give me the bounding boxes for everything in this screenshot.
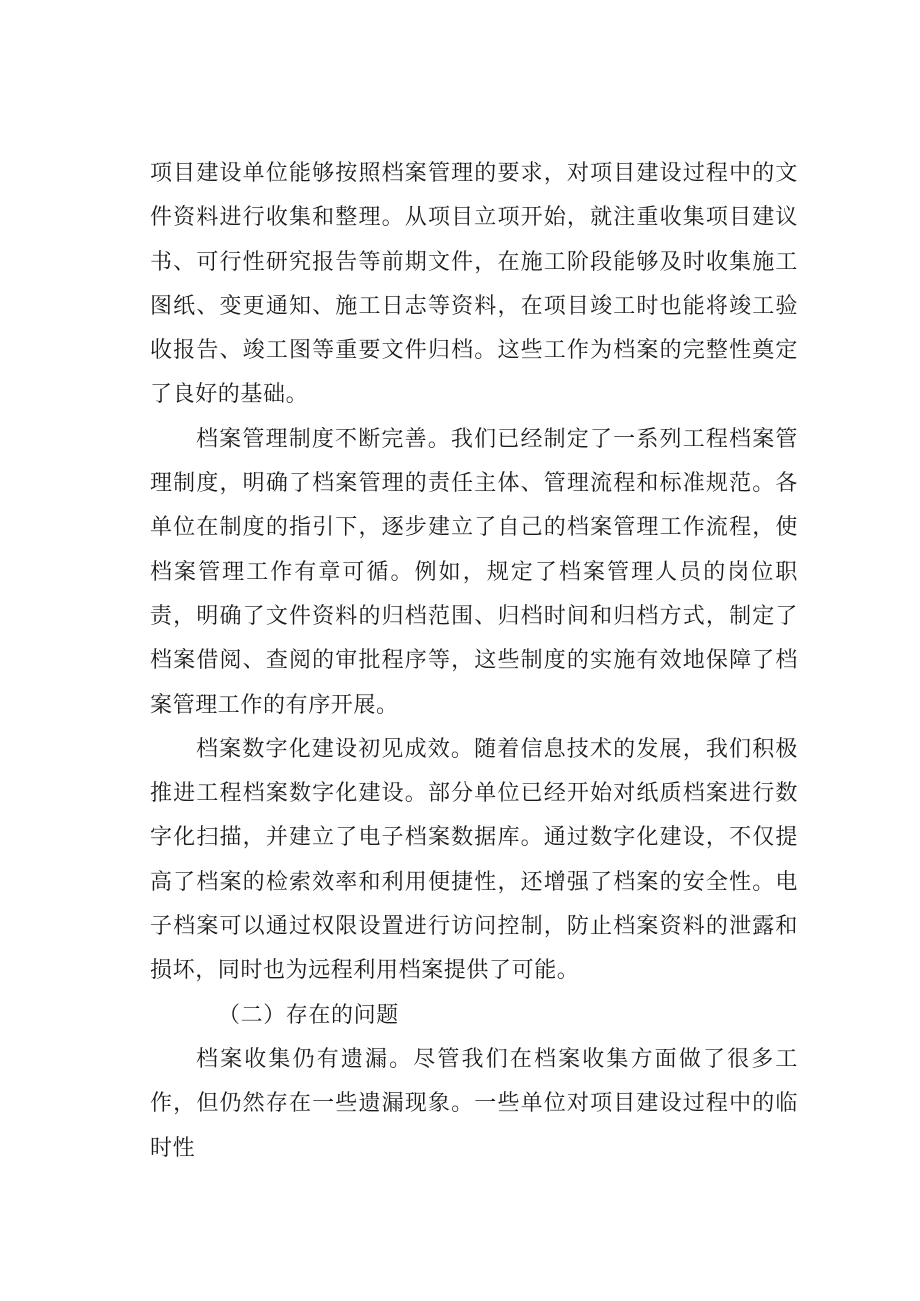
paragraph-management-system: 档案管理制度不断完善。我们已经制定了一系列工程档案管理制度，明确了档案管理的责任主体、管理流程和标准规范。各单位在制度的指引下，逐步建立了自己的档案管理工作流程，使档案管理工作有章可循。例如，规定了档案管理人员的岗位职责，明确了文件资料的归档范围、归档时间和归档方式，制定了档案借阅、查阅的审批程序等，这些制度的实施有效地保障了档案管理工作的有序开展。 [150,426,798,718]
document-body [150,152,798,1171]
section-heading-problems: （二）存在的问题 [218,1002,399,1028]
paragraph-collection-gaps: 档案收集仍有遗漏。尽管我们在档案收集方面做了很多工作，但仍然存在一些遗漏现象。一些单位对项目建设过程中的临时性 [150,1046,798,1161]
paragraph-archive-collection-progress: 项目建设单位能够按照档案管理的要求，对项目建设过程中的文件资料进行收集和整理。从项目立项开始，就注重收集项目建议书、可行性研究报告等前期文件，在施工阶段能够及时收集施工图纸、变更通知、施工日志等资料，在项目竣工时也能将竣工验收报告、竣工图等重要文件归档。这些工作为档案的完整性奠定了良好的基础。 [150,161,798,408]
paragraph-digitization: 档案数字化建设初见成效。随着信息技术的发展，我们积极推进工程档案数字化建设。部分单位已经开始对纸质档案进行数字化扫描，并建立了电子档案数据库。通过数字化建设，不仅提高了档案的检索效率和利用便捷性，还增强了档案的安全性。电子档案可以通过权限设置进行访问控制，防止档案资料的泄露和损坏，同时也为远程利用档案提供了可能。 [150,736,798,984]
